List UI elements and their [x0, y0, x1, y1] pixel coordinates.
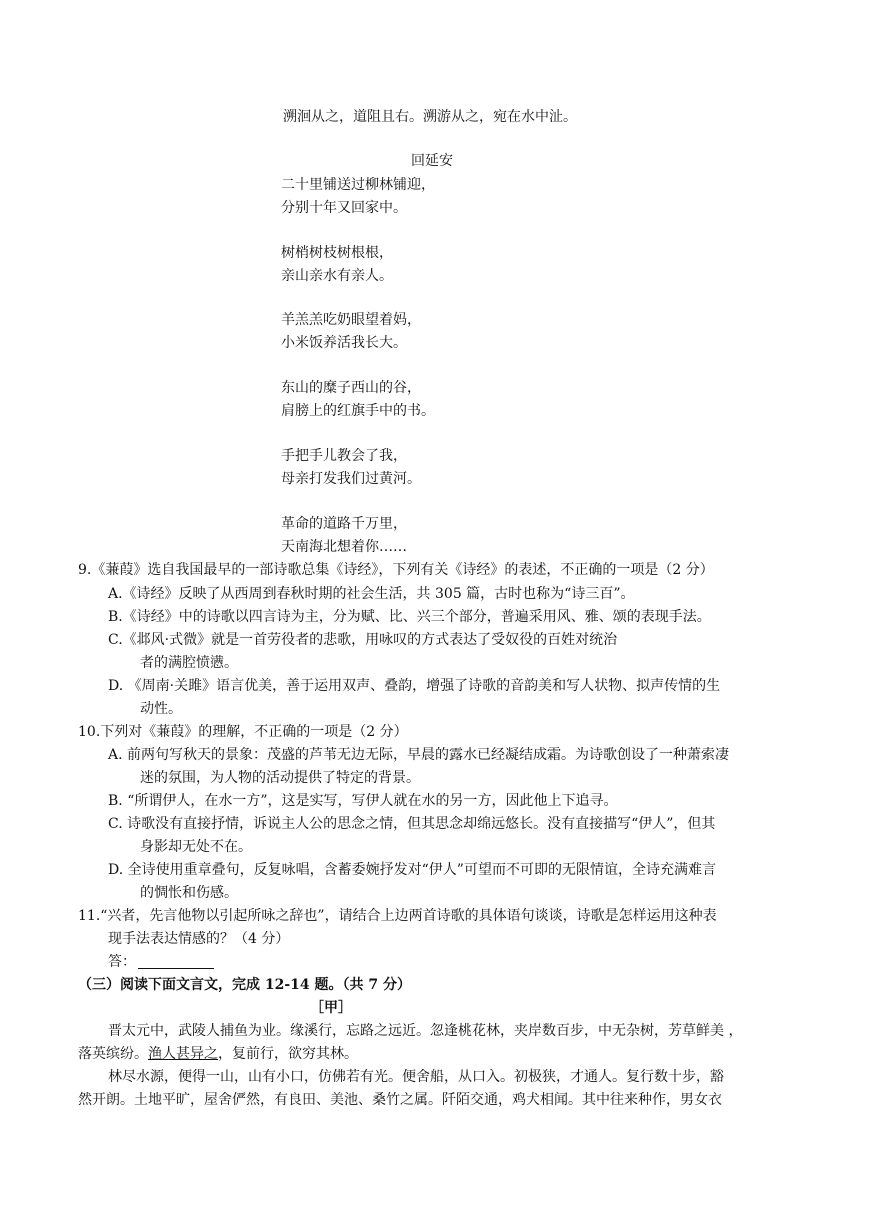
- section-3-heading: （三）阅读下面文言文，完成 12-14 题。（共 7 分）: [78, 977, 412, 993]
- question-11-answer: [108, 952, 214, 972]
- question-10-option-a: A. 前两句写秋天的景象：茂盛的芦苇无边无际，早晨的露水已经凝结成霜。为诗歌创设了一种萧索凄: [108, 747, 730, 763]
- question-9-option-d: D. 《周南·关雎》语言优美，善于运用双声、叠韵，增强了诗歌的音韵美和写人状物、拟声传情的生: [108, 678, 721, 694]
- poem1-closing-line: 溯洄从之，道阻且右。溯游从之，宛在水中沚。: [283, 109, 577, 125]
- poem-line: 亲山亲水有亲人。: [281, 268, 393, 284]
- section-3-subtitle: ［甲］: [310, 1000, 352, 1016]
- poem-line: 分别十年又回家中。: [281, 200, 407, 216]
- question-10-option-d: D. 全诗使用重章叠句，反复咏唱，含蓄委婉抒发对“伊人”可望而不可即的无限情谊，全诗充满难言: [108, 862, 716, 878]
- passage-line: 晋太元中，武陵人捕鱼为业。缘溪行，忘路之远近。忽逢桃花林，夹岸数百步，中无杂树，芳草鲜美 ，: [108, 1023, 743, 1039]
- passage-line: [78, 1044, 358, 1064]
- question-10-option-b: B. “所谓伊人，在水一方”，这是实写，写伊人就在水的另一方，因此他上下追寻。: [108, 793, 618, 809]
- answer-blank[interactable]: [138, 954, 214, 969]
- passage-line: 然开朗。土地平旷，屋舍俨然，有良田、美池、桑竹之属。阡陌交通，鸡犬相闻。其中往来种作，男女衣: [78, 1092, 722, 1108]
- question-9-stem: 9.《蒹葭》选自我国最早的一部诗歌总集《诗经》，下列有关《诗经》的表述，不正确的一项是（2 分）: [78, 562, 714, 578]
- poem-line: 羊羔羔吃奶眼望着妈，: [281, 312, 421, 328]
- passage-text: 落英缤纷。: [78, 1046, 148, 1062]
- underlined-phrase: 渔人甚异之: [148, 1046, 218, 1062]
- poem-line: 小米饭养活我长大。: [281, 335, 407, 351]
- question-10-option-d-cont: 的惆怅和伤感。: [140, 885, 238, 901]
- question-10-stem: 10.下列对《蒹葭》的理解，不正确的一项是（2 分）: [78, 724, 408, 740]
- poem-line: 肩膀上的红旗手中的书。: [281, 403, 435, 419]
- question-11-stem: 11.“兴者，先言他物以引起所咏之辞也”，请结合上边两首诗歌的具体语句谈谈，诗歌是怎样运用这种表: [78, 908, 717, 924]
- question-10-option-c-cont: 身影却无处不在。: [140, 839, 252, 855]
- poem-line: 东山的糜子西山的谷，: [281, 380, 421, 396]
- poem-line: 树梢树枝树根根，: [281, 245, 393, 261]
- question-9-option-a: A.《诗经》反映了从西周到春秋时期的社会生活，共 305 篇，古时也称为“诗三百”。: [108, 586, 635, 602]
- question-10-option-c: C. 诗歌没有直接抒情，诉说主人公的思念之情，但其思念却绵远悠长。没有直接描写“伊人”，但其: [108, 816, 716, 832]
- poem-line: 天南海北想着你……: [281, 539, 407, 555]
- question-10-option-a-cont: 迷的氛围，为人物的活动提供了特定的背景。: [140, 770, 420, 786]
- question-9-option-d-cont: 动性。: [140, 701, 182, 717]
- passage-line: 林尽水源，便得一山，山有小口，仿佛若有光。便舍船，从口入。初极狭，才通人。复行数十步，豁: [108, 1069, 724, 1085]
- poem-line: 母亲打发我们过黄河。: [281, 471, 421, 487]
- passage-text: ，复前行，欲穷其林。: [218, 1046, 358, 1062]
- question-9-option-b: B.《诗经》中的诗歌以四言诗为主，分为赋、比、兴三个部分，普遍采用风、雅、颂的表现手法。: [108, 609, 711, 625]
- answer-label: 答：: [108, 954, 136, 970]
- question-11-stem-cont: 现手法表达情感的？（4 分）: [108, 931, 290, 947]
- poem-line: 二十里铺送过柳林铺迎，: [281, 177, 435, 193]
- poem-line: 手把手儿教会了我，: [281, 448, 407, 464]
- poem2-title: 回延安: [411, 153, 453, 169]
- question-9-option-c-cont: 者的满腔愤懑。: [140, 655, 238, 671]
- poem-line: 革命的道路千万里，: [281, 516, 407, 532]
- question-9-option-c: C.《邶风·式微》就是一首劳役者的悲歌，用咏叹的方式表达了受奴役的百姓对统治: [108, 632, 618, 648]
